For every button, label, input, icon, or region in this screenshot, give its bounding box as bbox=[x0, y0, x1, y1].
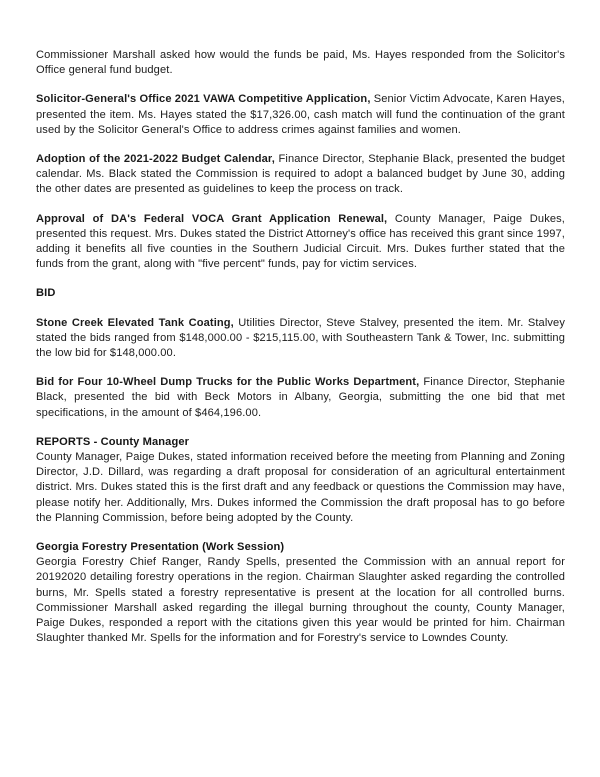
paragraph-lead: Adoption of the 2021-2022 Budget Calendar, bbox=[36, 153, 275, 166]
paragraph-reports-body bbox=[36, 450, 565, 526]
heading-georgia-forestry-presentation: Georgia Forestry Presentation (Work Session) bbox=[36, 541, 285, 554]
paragraph-dump-trucks bbox=[36, 375, 565, 421]
paragraph-lead: Bid for Four 10-Wheel Dump Trucks for the Public Works Department, bbox=[36, 376, 420, 389]
heading-bid: BID bbox=[36, 287, 56, 300]
paragraph-text: Finance Director, Stephanie Black, presented the budget calendar. Ms. Black stated the Commission is required to adopt a balanced budget by June 30, adding the other dates are presented as guidelines to keep the process on track. bbox=[36, 153, 565, 196]
paragraph-text: Utilities Director, Steve Stalvey, presented the item. Mr. Stalvey stated the bids ranged from $148,000.00 - $215,115.00, with Southeastern Tank & Tower, Inc. submitting the low bid for $148,000.00. bbox=[36, 316, 566, 360]
paragraph-lead: Stone Creek Elevated Tank Coating, bbox=[36, 316, 234, 329]
paragraph-forestry-body bbox=[36, 555, 565, 646]
paragraph-voca bbox=[36, 212, 565, 273]
paragraph-marshall-funds bbox=[36, 48, 565, 78]
paragraph-lead: Solicitor-General's Office 2021 VAWA Competitive Application, bbox=[36, 93, 371, 106]
paragraph-text: Senior Victim Advocate, Karen Hayes, presented the item. Ms. Hayes stated the $17,326.00, cash match will fund the continuation of the grant used by the Solicitor General's Office to address crimes against families and women. bbox=[36, 93, 565, 136]
heading-reports-county-manager: REPORTS - County Manager bbox=[36, 435, 190, 448]
paragraph-text: Georgia Forestry Chief Ranger, Randy Spells, presented the Commission with an annual report for 20192020 detailing forestry operations in the region. Chairman Slaughter asked regarding the controlled burns, Mr. Spells stated a forestry representative is present at the location for all controlled burns. Commissioner Marshall asked regarding the illegal burning throughout the county, County Manager, Paige Dukes, responded a report with the citations given this year would be printed for him. Chairman Slaughter thanked Mr. Spells for the information and for Forestry's service to Lowndes County. bbox=[36, 556, 565, 645]
paragraph-vawa bbox=[36, 92, 565, 138]
document-body bbox=[36, 48, 565, 647]
paragraph-text: Commissioner Marshall asked how would the funds be paid, Ms. Hayes responded from the Solicitor's Office general fund budget. bbox=[36, 49, 565, 77]
paragraph-text: County Manager, Paige Dukes, presented this request. Mrs. Dukes stated the District Attorney's office has received this grant since 1997, adding it benefits all five counties in the Southern Judicial Circuit. Mrs. Dukes further stated that the funds from the grant, along with "five percent" funds, pay for victim services. bbox=[36, 212, 565, 271]
paragraph-lead: Approval of DA's Federal VOCA Grant Application Renewal, bbox=[36, 212, 388, 225]
paragraph-text: County Manager, Paige Dukes, stated information received before the meeting from Planning and Zoning Director, J.D. Dillard, was regarding a draft proposal for consideration of an agricultural entertainment district. Mrs. Dukes stated this is the first draft and any feedback or questions the Commission may have, please notify her. Additionally, Mrs. Dukes informed the Commission the draft proposal has to go before the Planning Commission, before being adopted by the County. bbox=[36, 451, 565, 524]
paragraph-budget-calendar bbox=[36, 152, 565, 198]
paragraph-stone-creek bbox=[36, 316, 565, 362]
paragraph-text: Finance Director, Stephanie Black, presented the bid with Beck Motors in Albany, Georgia, submitting the one bid that met specifications, in the amount of $464,196.00. bbox=[36, 376, 566, 419]
